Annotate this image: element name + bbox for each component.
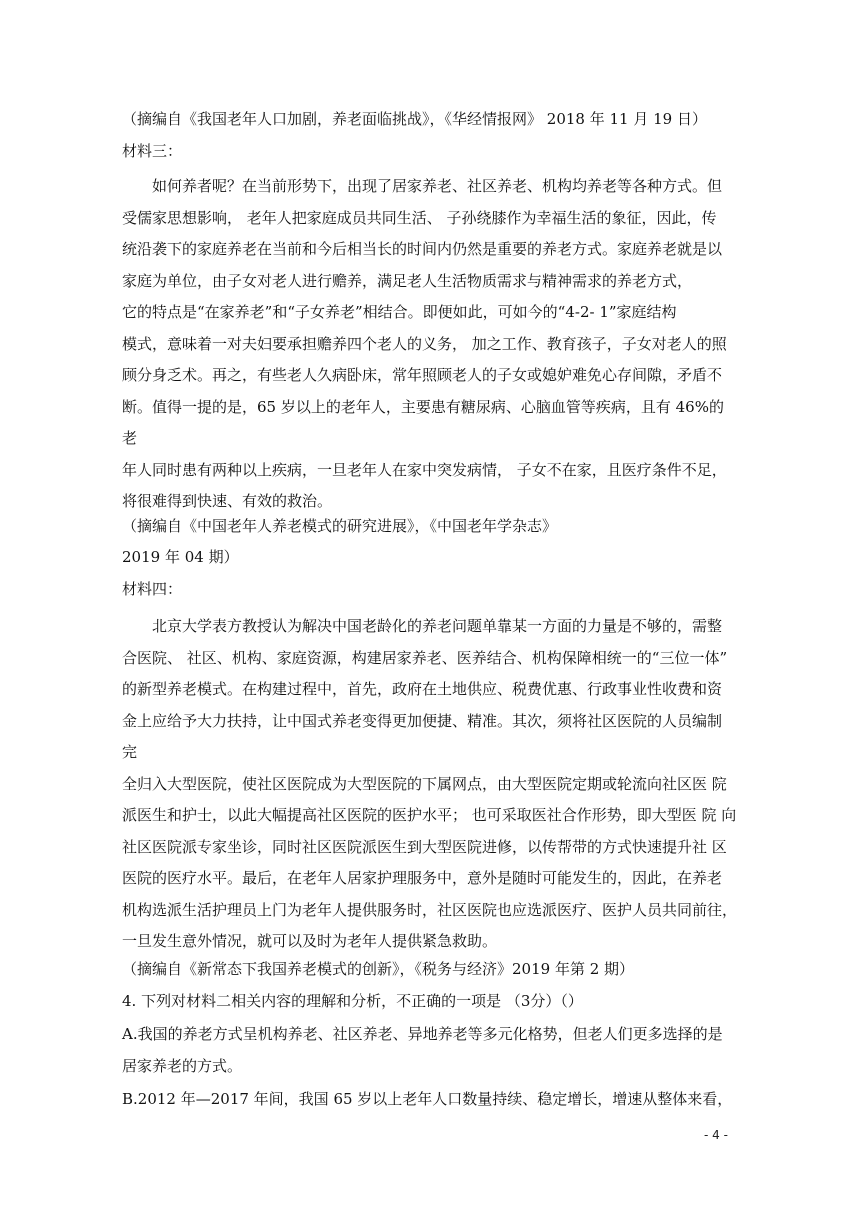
material-4-body: [122, 611, 738, 958]
source-citation-material-4: （摘编自《新常态下我国养老模式的创新》，《税务与经济》2019 年第 2 期）: [122, 960, 635, 978]
material-3-line: 家庭为单位，由子女对老人进行赡养，满足老人生活物质需求与精神需求的养老方式，: [122, 271, 693, 290]
material-3-body: [122, 171, 738, 518]
option-a-line-2: 居家养老的方式。: [122, 1057, 243, 1075]
material-3-heading: 材料三：: [122, 142, 183, 160]
material-4-line: 机构选派生活护理员上门为老年人提供服务时，社区医院也应选派医疗、医护人员共同前往，: [122, 900, 738, 919]
question-4: 4. 下列对材料二相关内容的理解和分析，不正确的一项是 （3分）（）: [122, 992, 583, 1010]
material-4-line: 一旦发生意外情况，就可以及时为老年人提供紧急救助。: [122, 932, 498, 950]
material-4-line: 医院的医疗水平。最后，在老年人居家护理服务中，意外是随时可能发生的，因此，在养老: [122, 869, 723, 887]
material-3-line: 年人同时患有两种以上疾病，一旦老年人在家中突发病情， 子女不在家，且医疗条件不足，: [122, 460, 727, 479]
option-a-line-1: A.我国的养老方式呈机构养老、社区养老、异地养老等多元化格势，但老人们更多选择的是: [122, 1025, 723, 1043]
material-3-line: 顾分身乏术。再之，有些老人久病卧床，常年照顾老人的子女或媳妒难免心存间隙，矛盾不: [122, 366, 723, 384]
source-citation-material-3-b: 2019 年 04 期）: [122, 548, 239, 566]
material-3-line: 断。值得一提的是，65 岁以上的老年人，主要患有糖尿病、心脑血管等疾病，且有 46%的老: [122, 397, 724, 447]
material-4-line: 金上应给予大力扶持，让中国式养老变得更加便捷、精准。其次，须将社区医院的人员编制 完: [122, 711, 723, 761]
page-number: - 4 -: [704, 1128, 728, 1142]
material-3-line: 模式，意味着一对夫妇要承担赡养四个老人的义务， 加之工作、教育孩子，子女对老人的照: [122, 334, 727, 353]
material-4-line: 北京大学表方教授认为解决中国老龄化的养老问题单靠某一方面的力量是不够的，需整: [152, 617, 723, 635]
source-citation-material-3-a: （摘编自《中国老年人养老模式的研究进展》，《中国老年学杂志》: [122, 517, 558, 535]
material-4-line: 合医院、 社区、机构、家庭资源，构建居家养老、医养结合、机构保障相统一的“三位一体”: [122, 648, 728, 667]
material-4-line: 全归入大型医院，使社区医院成为大型医院的下属网点，由大型医院定期或轮流向社区医 院: [122, 774, 727, 793]
material-4-heading: 材料四：: [122, 580, 183, 598]
material-4-line: 派医生和护士，以此大幅提高社区医院的医护水平； 也可采取医社合作形势，即大型医 院 向: [122, 806, 737, 824]
material-3-line: 统沿袭下的家庭养老在当前和今后相当长的时间内仍然是重要的养老方式。家庭养老就是以: [122, 240, 723, 258]
material-3-line: 将很难得到快速、有效的救治。: [122, 492, 333, 510]
option-b-line-1: B.2012 年—2017 年间，我国 65 岁以上老年人口数量持续、稳定增长，增速从整体来看，: [122, 1090, 733, 1108]
material-4-line: 的新型养老模式。在构建过程中，首先，政府在土地供应、税费优惠、行政事业性收费和资: [122, 680, 723, 698]
material-4-line: 社区医院派专家坐诊，同时社区医院派医生到大型医院进修，以传帮带的方式快速提升社 区: [122, 837, 727, 856]
material-3-line: 它的特点是“在家养老”和“子女养老”相结合。即便如此，可如今的“4-2- 1”家庭结构: [122, 303, 677, 321]
material-3-line: 如何养者呢？在当前形势下，出现了居家养老、社区养老、机构均养老等各种方式。但: [152, 177, 723, 195]
material-3-line: 受儒家思想影响， 老年人把家庭成员共同生活、 子孙绕膝作为幸福生活的象征，因此，传: [122, 208, 717, 227]
source-citation-material-2: （摘编自《我国老年人口加剧，养老面临挑战》，《华经情报网》 2018 年 11 月 19 日）: [122, 110, 707, 128]
